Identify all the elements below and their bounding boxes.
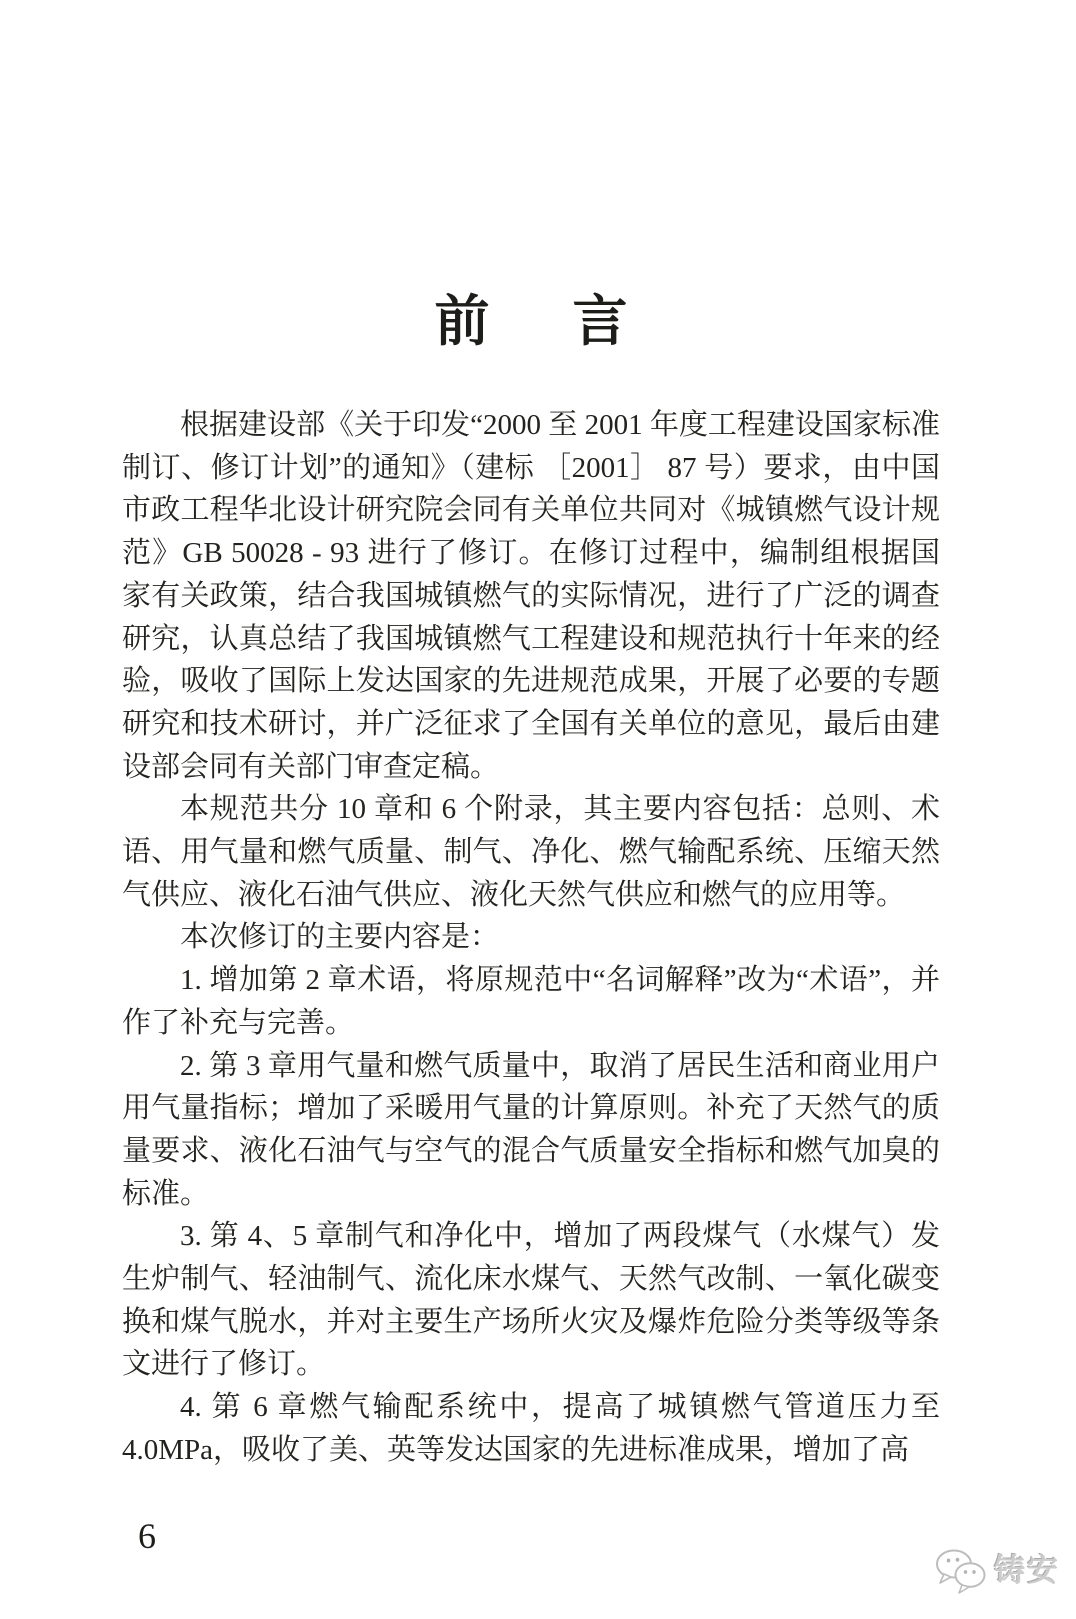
wechat-bubbles-icon (934, 1548, 988, 1594)
page-number: 6 (138, 1516, 156, 1556)
paragraph-intro: 根据建设部《关于印发“2000 至 2001 年度工程建设国家标准制订、修订计划”的通知》（建标 ［2001］ 87 号）要求，由中国市政工程华北设计研究院会同有关单位共同对《城镇燃气设计规范》GB 50028 - 93 进行了修订。在修订过程中，编制组根据国家有关政策，结合我国城镇燃气的实际情况，进行了广泛的调查研究，认真总结了我国城镇燃气工程建设和规范执行十年来的经验，吸收了国际上发达国家的先进规范成果，开展了必要的专题研究和技术研讨，并广泛征求了全国有关单位的意见，最后由建设部会同有关部门审查定稿。 (122, 409, 940, 783)
paragraph-item-2: 2. 第 3 章用气量和燃气质量中，取消了居民生活和商业用户用气量指标；增加了采暖用气量的计算原则。补充了天然气的质量要求、液化石油气与空气的混合气质量安全指标和燃气加臭的标准。 (122, 1049, 940, 1210)
watermark-text: 铸安 (994, 1553, 1060, 1588)
paragraph-item-1: 1. 增加第 2 章术语，将原规范中“名词解释”改为“术语”，并作了补充与完善。 (122, 964, 940, 1039)
paragraph-scope: 本规范共分 10 章和 6 个附录，其主要内容包括：总则、术语、用气量和燃气质量、制气、净化、燃气输配系统、压缩天然气供应、液化石油气供应、液化天然气供应和燃气的应用等。 (122, 793, 940, 911)
paragraph-revision-lead: 本次修订的主要内容是： (180, 921, 500, 954)
paragraph-item-3: 3. 第 4、5 章制气和净化中，增加了两段煤气（水煤气）发生炉制气、轻油制气、流化床水煤气、天然气改制、一氧化碳变换和煤气脱水，并对主要生产场所火灾及爆炸危险分类等级等条文进行了修订。 (122, 1220, 940, 1381)
page-title: 前 言 (434, 291, 642, 352)
paragraph-item-4: 4. 第 6 章燃气输配系统中，提高了城镇燃气管道压力至4.0MPa，吸收了美、英等发达国家的先进标准成果，增加了高 (122, 1391, 940, 1466)
document-body (122, 404, 940, 1472)
watermark (934, 1548, 1060, 1594)
